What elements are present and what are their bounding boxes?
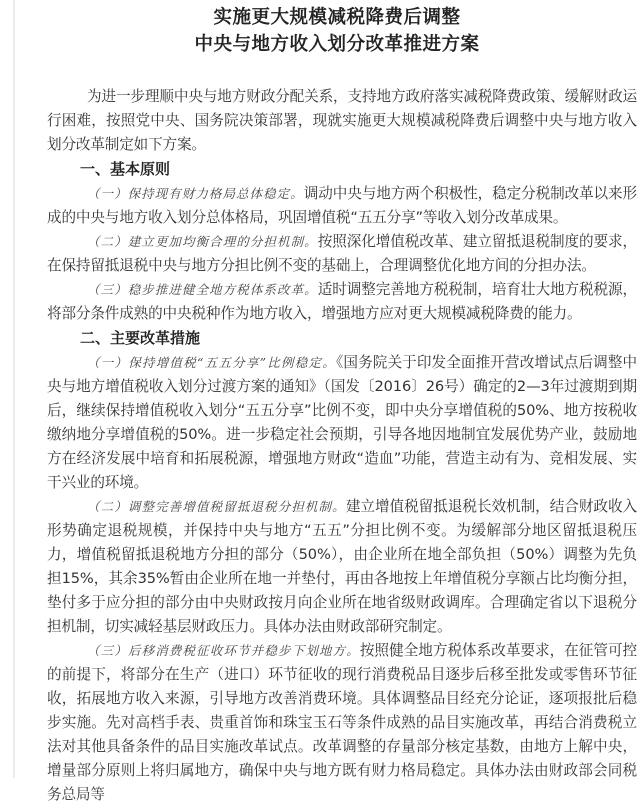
principle-body-1: 调动中央与地方两个积极性，稳定分税制改革以来形成的中央与地方收入划分总体格局，巩固增值税“五五分享”等收入划分改革成果。 — [47, 185, 637, 226]
principle-body-3: 适时调整完善地方税税制，培育壮大地方税税源，将部分条件成熟的中央税种作为地方收入，增强地方应对更大规模减税降费的能力。 — [47, 281, 637, 322]
measure-body-3: 按照健全地方税体系改革要求，在征管可控的前提下，将部分在生产（进口）环节征收的现行消费税品目逐步后移至批发或零售环节征收，拓展地方收入来源，引导地方改善消费环境。具体调整品目经充分论证，逐项报批后稳步实施。先对高档手表、贵重首饰和珠宝玉石等条件成熟的品目实施改革，再结合消费税立法对其他具备条件的品目实施改革试点。改革调整的存量部分核定基数，由地方上解中央，增量部分原则上将归属地方，确保中央与地方既有财力格局稳定。具体办法由财政部会同税务总局等 — [47, 642, 637, 803]
measure-lead-3: （三）后移消费税征收环节并稳步下划地方。 — [87, 643, 360, 658]
section-heading-principles: 一、基本原则 — [80, 160, 171, 178]
principle-lead-3: （三）稳步推进健全地方税体系改革。 — [87, 282, 318, 297]
measure-paragraph-1 — [47, 351, 637, 495]
measure-body-1: 《国务院关于印发全面推开营改增试点后调整中央与地方增值税收入划分过渡方案的通知》（国发〔2016〕26号）确定的2—3年过渡期到期后，继续保持增值税收入划分“五五分享”比例不变，即中央分享增值税的50%、地方按税收缴纳地分享增值税的50%。进一步稳定社会预期，引导各地因地制宜发展优势产业，鼓励地方在经济发展中培育和拓展税源，增强地方财政“造血”功能，营造主动有为、竞相发展、实干兴业的环境。 — [47, 354, 637, 491]
principle-lead-2: （二）建立更加均衡合理的分担机制。 — [87, 234, 318, 249]
document-title-line-2: 中央与地方收入划分改革推进方案 — [194, 34, 480, 55]
principle-paragraph-2 — [47, 230, 637, 278]
measure-paragraph-2 — [47, 495, 637, 639]
document-title-line-1: 实施更大规模减税降费后调整 — [213, 7, 461, 28]
principle-lead-1: （一）保持现有财力格局总体稳定。 — [87, 186, 304, 201]
principle-paragraph-1 — [47, 182, 637, 230]
measure-paragraph-3 — [47, 639, 637, 807]
document-body — [47, 4, 637, 807]
section-heading-measures: 二、主要改革措施 — [80, 329, 201, 347]
measure-body-2: 建立增值税留抵退税长效机制，结合财政收入形势确定退税规模，并保持中央与地方“五五”分担比例不变。为缓解部分地区留抵退税压力，增值税留抵退税地方分担的部分（50%），由企业所在地全部负担（50%）调整为先负担15%，其余35%暂由企业所在地一并垫付，再由各地按上年增值税分享额占比均衡分担，垫付多于应分担的部分由中央财政按月向企业所在地省级财政调库。合理确定省以下退税分担机制，切实减轻基层财政压力。具体办法由财政部研究制定。 — [47, 498, 637, 635]
intro-paragraph: 为进一步理顺中央与地方财政分配关系，支持地方政府落实减税降费政策、缓解财政运行困难，按照党中央、国务院决策部署，现就实施更大规模减税降费后调整中央与地方收入划分改革制定如下方案。 — [47, 88, 637, 153]
principle-paragraph-3 — [47, 278, 637, 326]
title-spacer — [47, 58, 637, 85]
measure-lead-1: （一）保持增值税“五五分享”比例稳定。 — [87, 355, 336, 370]
measure-lead-2: （二）调整完善增值税留抵退税分担机制。 — [87, 499, 346, 514]
page-left-border — [13, 0, 15, 778]
principle-body-2: 按照深化增值税改革、建立留抵退税制度的要求，在保持留抵退税中央与地方分担比例不变的基础上，合理调整优化地方间的分担办法。 — [47, 233, 637, 274]
